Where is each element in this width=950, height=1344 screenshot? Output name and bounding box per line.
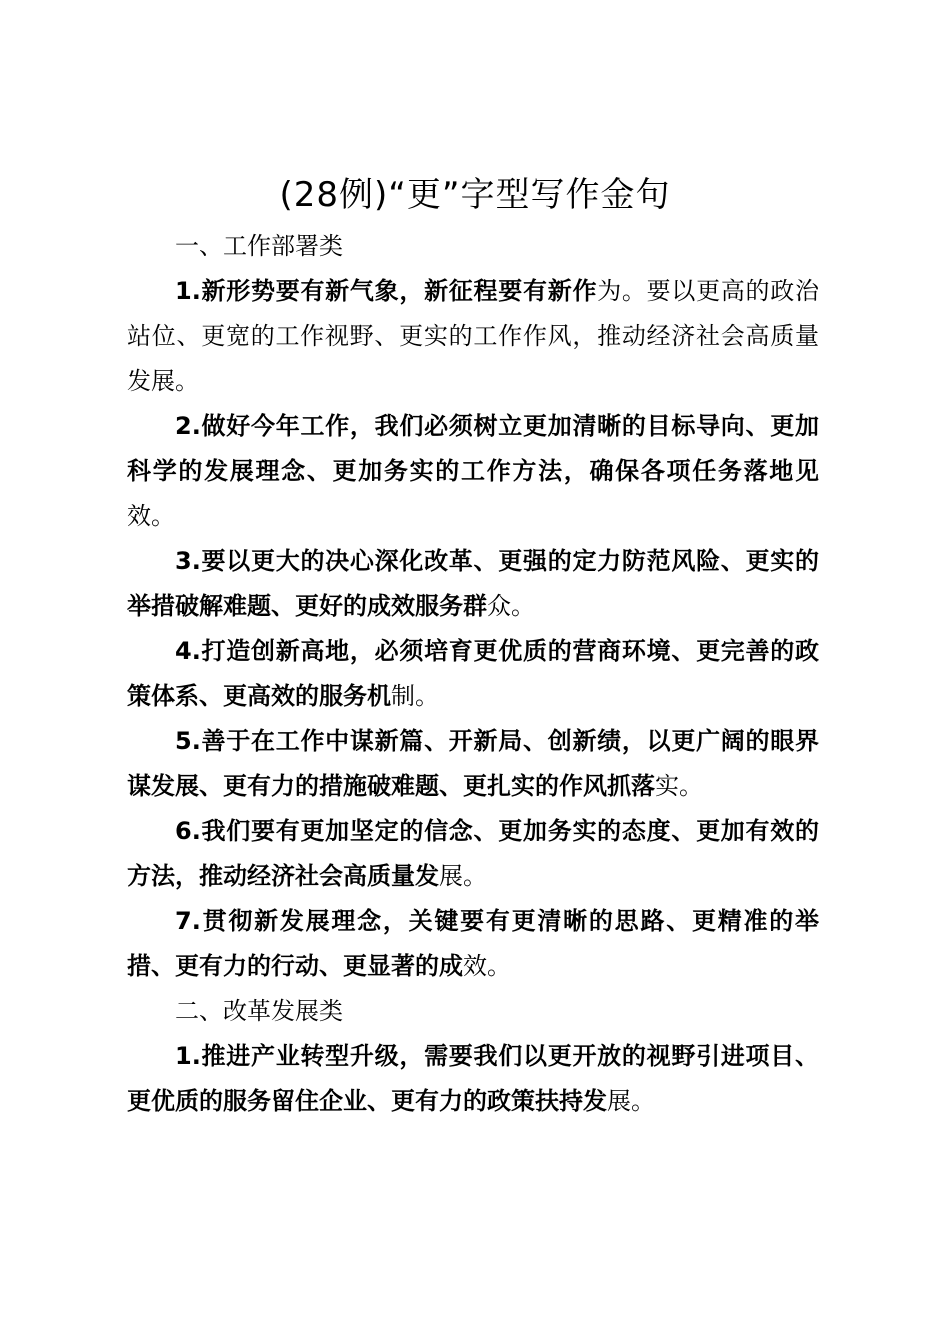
- list-item: [127, 899, 819, 989]
- item-text: 展。: [439, 862, 487, 890]
- list-item: [127, 719, 819, 809]
- item-bold-text: 2.做好今年工作，我们必须树立更加清晰的目标导向、更加科学的发展理念、更加务实的工作方法，确保各项任务落地见: [127, 412, 819, 485]
- list-item: [127, 809, 819, 899]
- item-bold-text: 6.我们要有更加坚定的信念、更加务实的态度、更加有效的方法，推动经济社会高质量发: [127, 817, 819, 890]
- item-bold-text: 1.新形势要有新气象，新征程要有新作: [175, 277, 598, 305]
- item-text: 众。: [487, 592, 535, 620]
- document-title: (28例)“更”字型写作金句: [279, 175, 671, 215]
- item-text: 展。: [607, 1087, 655, 1115]
- list-item: [127, 539, 819, 629]
- item-bold-text: 5.善于在工作中谋新篇、开新局、创新绩，以更广阔的眼界谋发展、更有力的措施破难题、更扎实的作风抓落: [127, 727, 819, 800]
- list-item: [127, 269, 819, 404]
- item-bold-text: 1.推进产业转型升级，需要我们以更开放的视野引进项目、更优质的服务留住企业、更有力的政策扶持发: [127, 1042, 819, 1115]
- document-body: [127, 224, 819, 1124]
- item-text: 效。: [127, 502, 175, 530]
- item-text: 实。: [655, 772, 703, 800]
- item-text: 制。: [391, 682, 439, 710]
- section-heading: 二、改革发展类: [175, 997, 343, 1025]
- list-item: [127, 1034, 819, 1124]
- item-text: 效。: [463, 952, 511, 980]
- item-text: 为。要以更高的政治站位、更宽的工作视野、更实的工作作风，推动经济社会高质量发展。: [127, 277, 820, 395]
- section-heading: 一、工作部署类: [175, 232, 343, 260]
- item-bold-text: 3.要以更大的决心深化改革、更强的定力防范风险、更实的举措破解难题、更好的成效服务群: [127, 547, 819, 620]
- list-item: [127, 629, 819, 719]
- item-bold-text: 7.贯彻新发展理念，关键要有更清晰的思路、更精准的举措、更有力的行动、更显著的成: [127, 907, 819, 980]
- item-bold-text: 4.打造创新高地，必须培育更优质的营商环境、更完善的政策体系、更高效的服务机: [127, 637, 819, 710]
- list-item: [127, 404, 819, 539]
